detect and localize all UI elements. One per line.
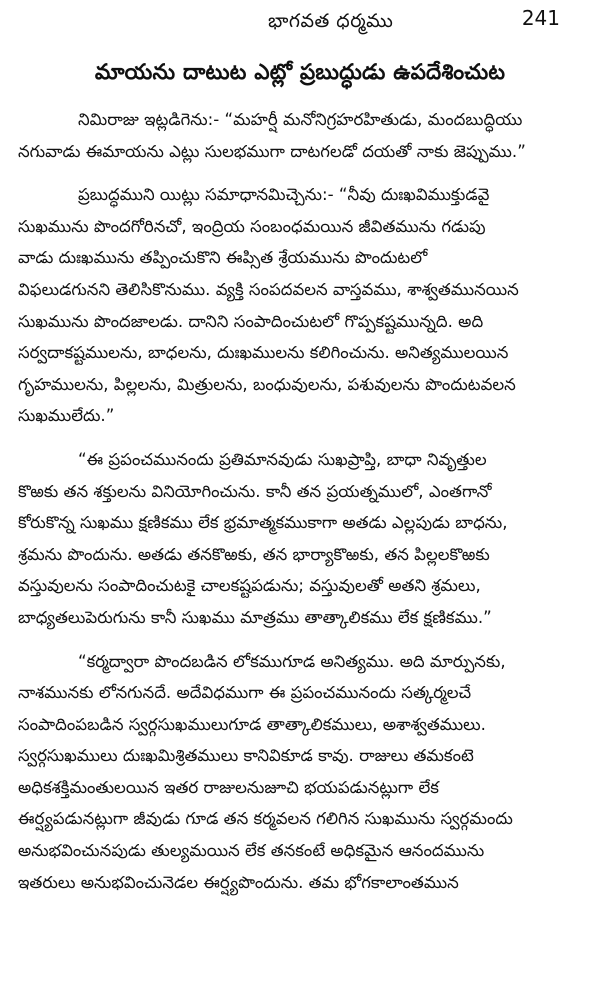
paragraph-2 [18,179,582,432]
page-number: 241 [521,6,560,30]
text-line: నాశమునకు లోనగునదే. అదేవిధముగా ఈ ప్రపంచమునందు సత్కర్మలచే [18,683,472,703]
text-line: వాడు దుఃఖమును తప్పించుకొని ఈప్సిత శ్రేయమును పొందుటలో [18,248,428,268]
text-line: “ఈ ప్రపంచమునందు ప్రతిమానవుడు సుఖప్రాప్తి, బాధా నివృత్తుల [78,449,487,469]
text-line: కోరుకొన్న సుఖము క్షణికము లేక భ్రమాత్మకముకాగా అతడు ఎల్లపుడు బాధను, [18,513,508,533]
text-line: ఈర్ష్యపడునట్లుగా జీవుడు గూడ తన కర్మవలన గలిగిన సుఖమును స్వర్గమందు [18,809,513,829]
body-text [18,104,582,898]
text-line: గృహములను, పిల్లలను, మిత్రులను, బంధువులను, పశువులను పొందుటవలన [18,374,516,394]
text-line: ప్రబుద్ధముని యిట్లు సమాధానమిచ్చెను:- “నీవు దుఃఖవిముక్తుడవై [78,185,490,205]
text-line: స్వర్గసుఖములు దుఃఖమిశ్రితములు కానివికూడ కావు. రాజులు తమకంటె [18,746,474,766]
text-line: సుఖమును పొందగోరినచో, ఇంద్రియ సంబంధమయిన జీవితమును గడుపు [18,216,486,236]
text-line: “కర్మద్వారా పొందబడిన లోకముగూడ అనిత్యము. అది మార్పునకు, [78,651,506,671]
text-line: ఇతరులు అనుభవించునెడల ఈర్ష్యపొందును. తమ భోగకాలాంతమున [18,872,459,892]
text-line: సంపాదింపబడిన స్వర్గసుఖములుగూడ తాత్కాలికములు, అశాశ్వతములు. [18,714,486,734]
chapter-title: మాయను దాటుట ఎట్లో ప్రబుద్ధుడు ఉపదేశించుట [94,60,506,85]
text-line: సర్వదాకష్టములను, బాధలను, దుఃఖములను కలిగించును. అనిత్యములయిన [18,343,509,363]
text-line: అనుభవించునపుడు తుల్యమయిన లేక తనకంటే అధికమైన ఆనందమును [18,841,485,861]
paragraph-4 [18,646,582,899]
text-line: సుఖమును పొందజాలడు. దానిని సంపాదించుటలో గొప్పకష్టమున్నది. అది [18,311,484,331]
paragraph-1 [18,104,582,167]
text-line: నగువాడు ఈమాయను ఎట్లు సులభముగా దాటగలడో దయతో నాకు జెప్పుము.” [18,141,526,161]
text-line: వస్తువులను సంపాదించుటకై చాలకష్టపడును; వస్తువులతో అతని శ్రమలు, [18,576,481,596]
text-line: బాధ్యతలుపెరుగును కానీ సుఖము మాత్రము తాత్కాలికము లేక క్షణికము.” [18,607,492,627]
text-line: నిమిరాజు ఇట్లడిగెను:- “మహర్షీ మనోనిగ్రహరహితుడు, మందబుద్ధియు [78,110,523,129]
text-line: శ్రమను పొందును. అతడు తనకొఱకు, తన భార్యాకొఱకు, తన పిల్లలకొఱకు [18,544,490,564]
running-title: భాగవత ధర్మము [268,10,394,32]
paragraph-3 [18,444,582,634]
text-line: విఫలుడగునని తెలిసికొనుము. వ్యక్తి సంపదవలన వాస్తవము, శాశ్వతమునయిన [18,279,519,299]
page-header [18,0,582,44]
text-line: సుఖములేదు.” [18,406,115,426]
text-line: కొఱకు తన శక్తులను వినియోగించును. కానీ తన ప్రయత్నములో, ఎంతగానో [18,481,492,501]
text-line: అధికశక్తిమంతులయిన ఇతర రాజులనుజూచి భయపడునట్లుగా లేక [18,777,439,797]
